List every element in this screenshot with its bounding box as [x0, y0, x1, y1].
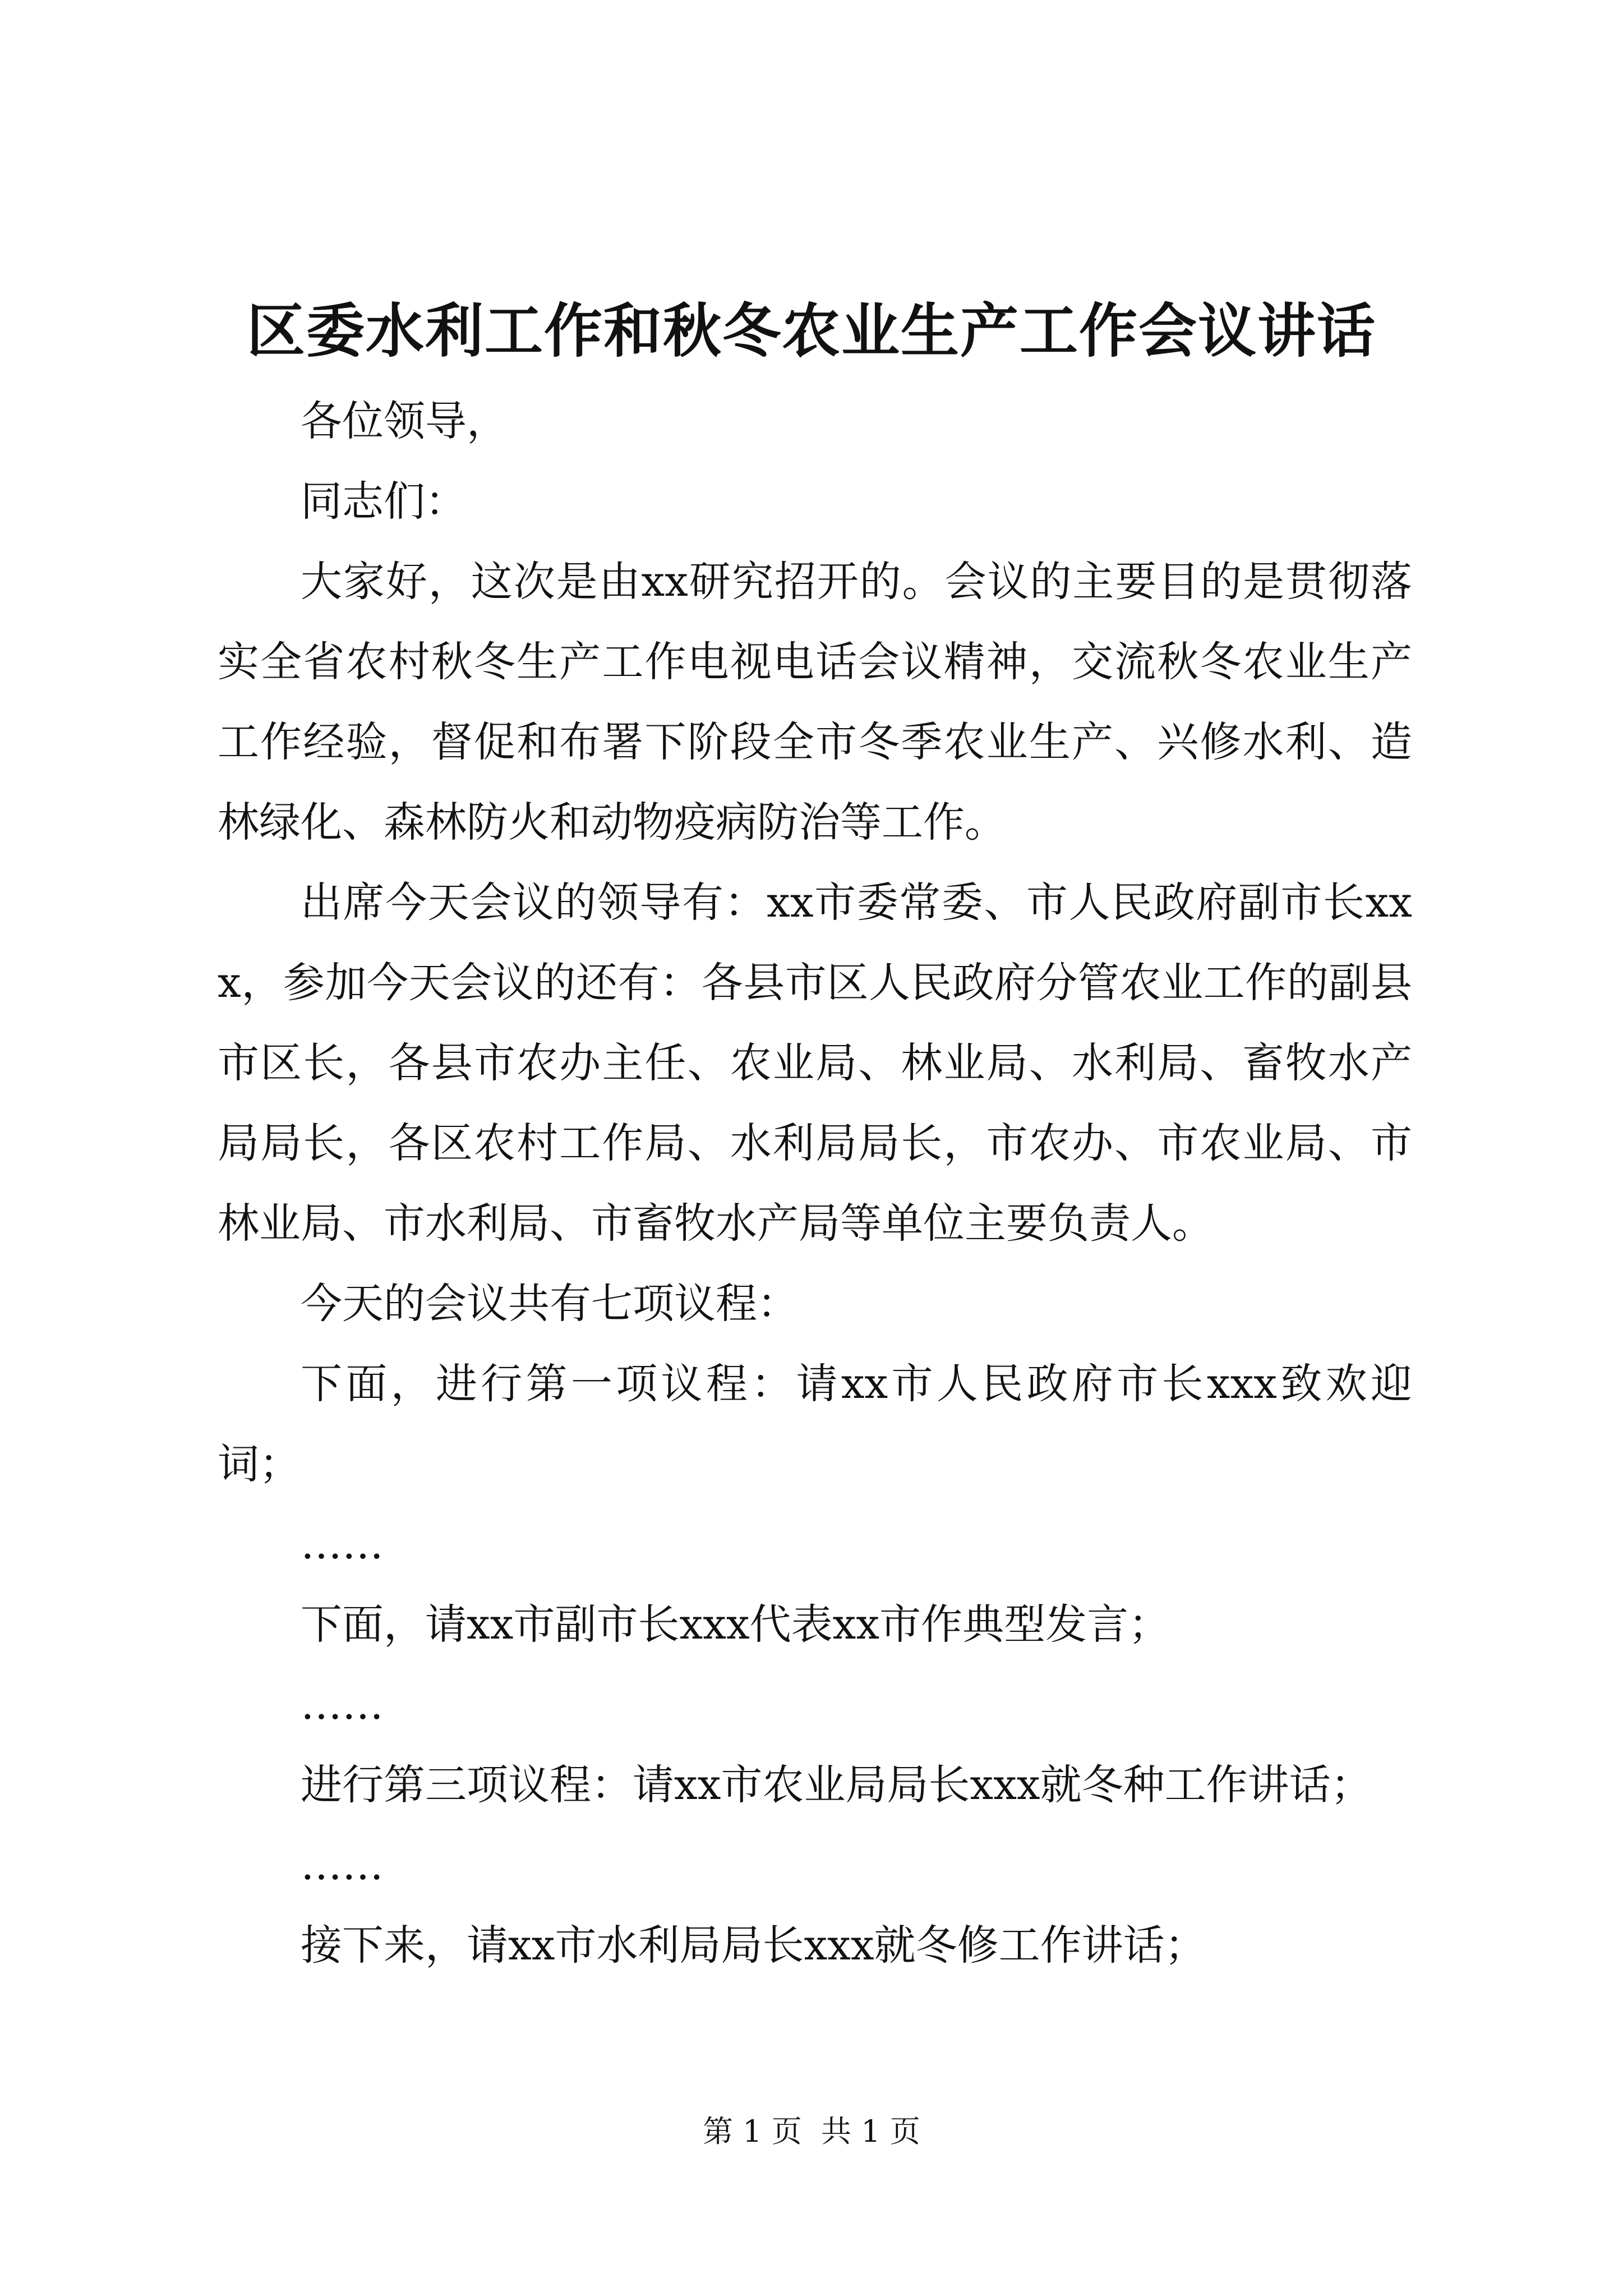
- paragraph-salutation-comrades: 同志们：: [301, 477, 467, 526]
- paragraph-agenda-item-1: 下面，进行第一项议程：请xx市人民政府市长xxx致欢迎词；: [218, 1360, 1412, 1488]
- paragraph-ellipsis: ……: [301, 1841, 384, 1889]
- paragraph-ellipsis: ……: [301, 1681, 384, 1729]
- paragraph-meeting-purpose: 大家好，这次是由xx研究招开的。会议的主要目的是贯彻落实全省农村秋冬生产工作电视电话会议精神，交流秋冬农业生产工作经验，督促和布署下阶段全市冬季农业生产、兴修水利、造林绿化、森林防火和动物疫病防治等工作。: [218, 558, 1412, 846]
- paragraph-agenda-item-2: 下面，请xx市副市长xxx代表xx市作典型发言；: [301, 1600, 1170, 1649]
- document-title: 区委水利工作和秋冬农业生产工作会议讲话: [246, 296, 1376, 365]
- paragraph-agenda-item-3: 进行第三项议程：请xx市农业局局长xxx就冬种工作讲话；: [301, 1761, 1372, 1809]
- page-footer: 第 1 页 共 1 页: [703, 2114, 920, 2149]
- paragraph-salutation-leaders: 各位领导，: [301, 397, 508, 445]
- paragraph-ellipsis: ……: [301, 1520, 384, 1568]
- paragraph-attendees: 出席今天会议的领导有：xx市委常委、市人民政府副市长xxx，参加今天会议的还有：各县市区人民政府分管农业工作的副县市区长，各县市农办主任、农业局、林业局、水利局、畜牧水产局局长，各区农村工作局、水利局局长，市农办、市农业局、市林业局、市水利局、市畜牧水产局等单位主要负责人。: [218, 878, 1412, 1248]
- document-body: [218, 381, 1412, 1986]
- paragraph-agenda-item-4: 接下来，请xx市水利局局长xxx就冬修工作讲话；: [301, 1921, 1206, 1970]
- paragraph-agenda-intro: 今天的会议共有七项议程：: [301, 1280, 799, 1328]
